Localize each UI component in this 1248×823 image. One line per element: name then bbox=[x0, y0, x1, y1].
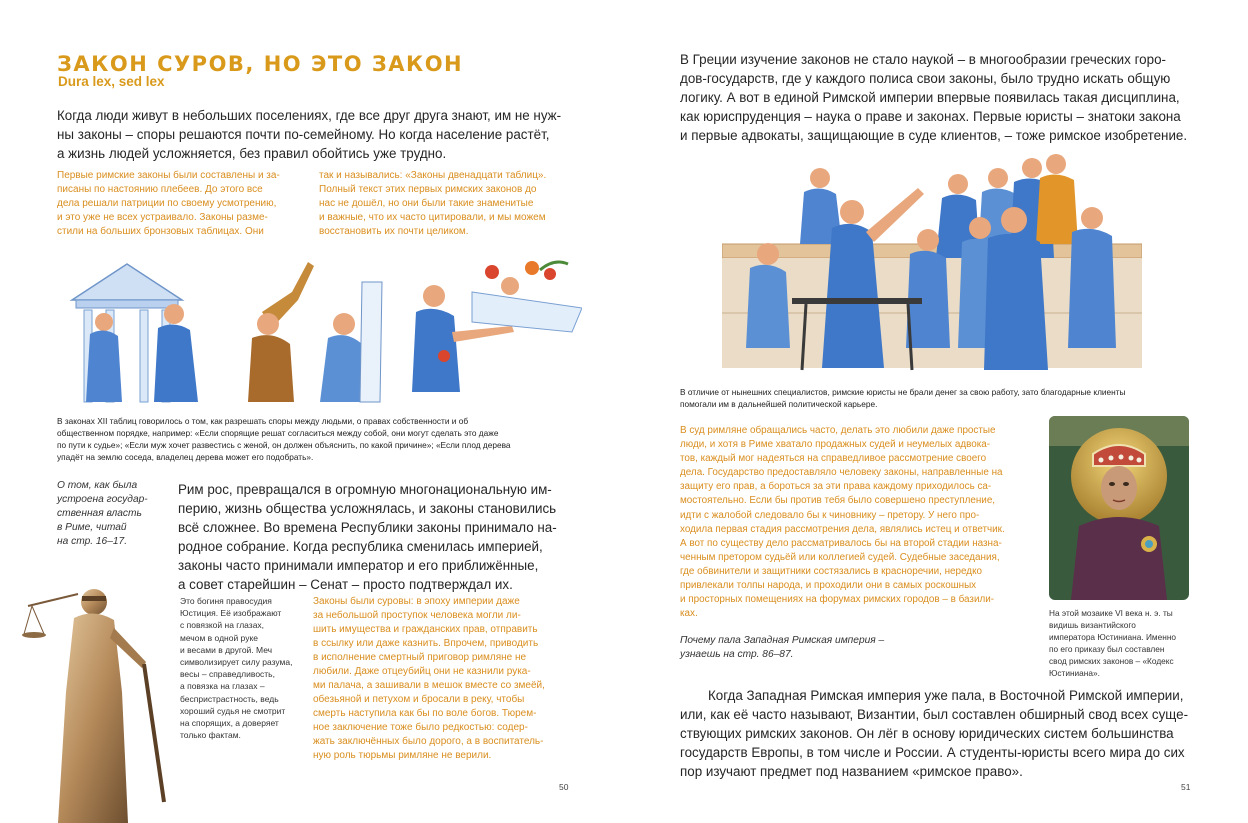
text-line: только фактам. bbox=[180, 730, 241, 741]
text-line: императора Юстиниана. Именно bbox=[1049, 632, 1177, 642]
text-line: в исполнение смертный приговор римляне не bbox=[313, 652, 527, 663]
text-line: нас не дошёл, но они были такие знаменитые bbox=[319, 198, 534, 209]
text-line: обезьяной и петухом и бросали в реку, чтобы bbox=[313, 694, 525, 705]
text-line: Это богиня правосудия bbox=[180, 596, 272, 606]
text-line: на стр. 16–17. bbox=[57, 536, 128, 547]
text-line: ственная власть bbox=[57, 508, 142, 519]
justinian-mosaic-photo bbox=[1049, 416, 1189, 600]
orange-court-paragraph bbox=[680, 424, 1038, 621]
text-line: ное заключение тоже было редкостью: содер- bbox=[313, 722, 528, 733]
text-line: родное собрание. Когда республика сменилась империей, bbox=[178, 539, 543, 554]
text-line: свод римских законов – «Кодекс bbox=[1049, 656, 1174, 666]
text-line: в ссылку или даже казнить. Впрочем, приводить bbox=[313, 638, 539, 649]
text-line: Юстиниана». bbox=[1049, 668, 1100, 678]
page-number-right: 51 bbox=[1181, 782, 1191, 792]
text-line: упадёт на землю соседа, владелец дерева может его подобрать». bbox=[57, 452, 314, 462]
text-line: узнаешь на стр. 86–87. bbox=[680, 649, 794, 660]
text-line: В суд римляне обращались часто, делать это любили даже простые bbox=[680, 425, 996, 436]
text-line: государств Европы, в том числе и России. А студенты-юристы всего мира до сих bbox=[680, 745, 1185, 760]
text-line: любили. Даже отцеубийц они не казнили рука- bbox=[313, 666, 531, 677]
text-line: на спорящих, а доверяет bbox=[180, 718, 279, 729]
text-line: стили на больших бронзовых таблицах. Они bbox=[57, 226, 264, 237]
text-line: и просторных помещениях на форумах римских городов – в базили- bbox=[680, 594, 995, 606]
orange-column-1 bbox=[57, 169, 302, 239]
text-line: помогали им в дальнейшей политической карьере. bbox=[680, 399, 878, 409]
text-line: и это уже не всех устраивало. Законы разме- bbox=[57, 212, 268, 223]
page-number-left: 50 bbox=[559, 782, 569, 792]
text-line: а повязка на глазах – bbox=[180, 681, 265, 692]
text-line: Рим рос, превращался в огромную многонациональную им- bbox=[178, 482, 552, 497]
text-line: Когда люди живут в небольших поселениях, где все друг друга знают, им не нуж- bbox=[57, 108, 562, 123]
text-line: О том, как была bbox=[57, 480, 138, 491]
text-line: по его приказу был составлен bbox=[1049, 644, 1165, 654]
text-line: ствующих римских законов. Он лёг в основу юридических систем большинства bbox=[680, 726, 1174, 741]
text-line: перию, жизнь общества усложнялась, и законы становились bbox=[178, 501, 557, 516]
text-line: люди, и хотя в Риме хватало продажных судей и неумелых адвока- bbox=[680, 439, 991, 451]
text-line: всё сложнее. Во времена Республики законы принимало на- bbox=[178, 520, 557, 535]
text-line: хороший судья не смотрит bbox=[180, 705, 286, 716]
text-line: где обвинители и защитники состязались в красноречии, нередко bbox=[680, 565, 982, 577]
text-line: жать заключённых было дорого, а в воспитатель- bbox=[313, 736, 544, 747]
text-line: ную роль тюрьмы римляне не верили. bbox=[313, 750, 492, 761]
side-note-left bbox=[57, 479, 167, 549]
text-line: привлекали толпы народа, и проходили они в самых роскошных bbox=[680, 580, 977, 592]
left-intro-paragraph bbox=[57, 106, 577, 163]
text-line: А вот по существу дело рассматривалось бы на второй стадии назна- bbox=[680, 537, 1002, 549]
left-main-paragraph bbox=[178, 480, 578, 594]
text-line: а совет старейшин – Сенат – просто подтверждал их. bbox=[178, 577, 513, 592]
tablet-scene-illustration bbox=[62, 252, 582, 410]
tablet-illustration-caption bbox=[57, 415, 587, 463]
court-illustration-caption bbox=[680, 386, 1195, 410]
court-scene-illustration bbox=[722, 148, 1142, 380]
text-line: В законах XII таблиц говорилось о том, как разрешать споры между людьми, о правах собственности и об bbox=[57, 416, 469, 426]
text-line: ходила первая стадия рассмотрения дела, являлись истец и ответчик. bbox=[680, 523, 1005, 535]
text-line: или, как её часто называют, Византии, был составлен обширный свод всех суще- bbox=[680, 707, 1189, 722]
text-line: и первые адвокаты, защищающие в суде клиентов, – тоже римское изобретение. bbox=[680, 128, 1188, 143]
text-line: так и назывались: «Законы двенадцати таблиц». bbox=[319, 170, 547, 181]
text-line: в Риме, читай bbox=[57, 522, 127, 533]
right-intro-paragraph bbox=[680, 50, 1190, 145]
text-line: логику. А вот в единой Римской империи впервые появилась такая дисциплина, bbox=[680, 90, 1180, 105]
text-line: идти с жалобой следовало бы к чиновнику – претору. У него про- bbox=[680, 509, 980, 521]
text-line: дела. Государство предоставляло человеку законы, направленные на bbox=[680, 467, 1003, 479]
text-line: пор изучают предмет под названием «римское право». bbox=[680, 764, 1023, 779]
text-line: мечом в одной руке bbox=[180, 632, 258, 643]
mosaic-caption bbox=[1049, 607, 1197, 679]
text-line: беспристрастность, ведь bbox=[180, 693, 279, 704]
statue-caption bbox=[180, 595, 300, 741]
text-line: общественном порядке, например: «Если спорящие решат согласиться между собой, они могут сделать это даже bbox=[57, 428, 499, 438]
text-line: по пути к судье»; «Если муж хочет развестись с женой, он должен объяснить, по какой причине»; «Если плод дерева bbox=[57, 440, 511, 450]
text-line: дела решали патриции по своему усмотрению, bbox=[57, 198, 277, 209]
text-line: с повязкой на глазах, bbox=[180, 620, 265, 631]
text-line: тов, каждый мог надеяться на справедливое рассмотрение своего bbox=[680, 453, 987, 465]
text-line: смерть наступила как бы по воле богов. Тюрем- bbox=[313, 708, 537, 719]
text-line: ны законы – споры решаются почти по-семейному. Но когда население растёт, bbox=[57, 127, 550, 142]
text-line: и весами в другой. Меч bbox=[180, 644, 273, 655]
justitia-statue-photo bbox=[18, 572, 168, 823]
page-subtitle: Dura lex, sed lex bbox=[58, 74, 165, 89]
text-line: Когда Западная Римская империя уже пала, в Восточной Римской империи, bbox=[708, 688, 1184, 703]
text-line: Первые римские законы были составлены и за- bbox=[57, 170, 280, 181]
text-line: и важные, что их часто цитировали, и мы можем bbox=[319, 212, 546, 223]
right-final-paragraph bbox=[680, 686, 1195, 781]
text-line: ченным претором судьёй или коллегией судей. Судебные заседания, bbox=[680, 551, 1000, 563]
text-line: писаны по настоянию плебеев. До этого все bbox=[57, 184, 263, 195]
text-line: Почему пала Западная Римская империя – bbox=[680, 635, 885, 646]
text-line: видишь византийского bbox=[1049, 620, 1136, 630]
text-line: за небольшой проступок человека могли ли- bbox=[313, 610, 521, 621]
text-line: дов-государств, где у каждого полиса свои законы, было трудно искать общую bbox=[680, 71, 1171, 86]
text-line: весы – справедливость, bbox=[180, 669, 275, 680]
text-line: устроена государ- bbox=[57, 494, 148, 505]
text-line: На этой мозаике VI века н. э. ты bbox=[1049, 608, 1173, 618]
side-note-right bbox=[680, 634, 920, 662]
text-line: защиту его прав, а бороться за эти права каждому приходилось са- bbox=[680, 481, 992, 493]
text-line: восстановить их почти целиком. bbox=[319, 226, 469, 237]
text-line: а жизнь людей усложняется, без правил обойтись уже трудно. bbox=[57, 146, 447, 161]
text-line: законы часто принимали император и его приближённые, bbox=[178, 558, 539, 573]
text-line: как юриспруденция – наука о праве и законах. Первые юристы – знатоки закона bbox=[680, 109, 1181, 124]
text-line: Полный текст этих первых римских законов до bbox=[319, 184, 537, 195]
text-line: ках. bbox=[680, 608, 698, 620]
text-line: В отличие от нынешних специалистов, римские юристы не брали денег за свою работу, зато благодарные клиенты bbox=[680, 387, 1126, 397]
text-line: Юстиция. Её изображают bbox=[180, 608, 282, 619]
page-title: ЗАКОН СУРОВ, НО ЭТО ЗАКОН bbox=[57, 52, 464, 76]
text-line: мостоятельно. Если бы против тебя было совершено преступление, bbox=[680, 495, 996, 507]
text-line: Законы были суровы: в эпоху империи даже bbox=[313, 596, 520, 607]
orange-punishment-paragraph bbox=[313, 595, 575, 763]
text-line: ми палача, а зашивали в мешок вместе со змеёй, bbox=[313, 680, 545, 691]
orange-column-2 bbox=[319, 169, 574, 239]
text-line: В Греции изучение законов не стало наукой – в многообразии греческих горо- bbox=[680, 52, 1166, 67]
text-line: шить имущества и гражданских прав, отправить bbox=[313, 624, 538, 635]
text-line: символизирует силу разума, bbox=[180, 657, 293, 668]
